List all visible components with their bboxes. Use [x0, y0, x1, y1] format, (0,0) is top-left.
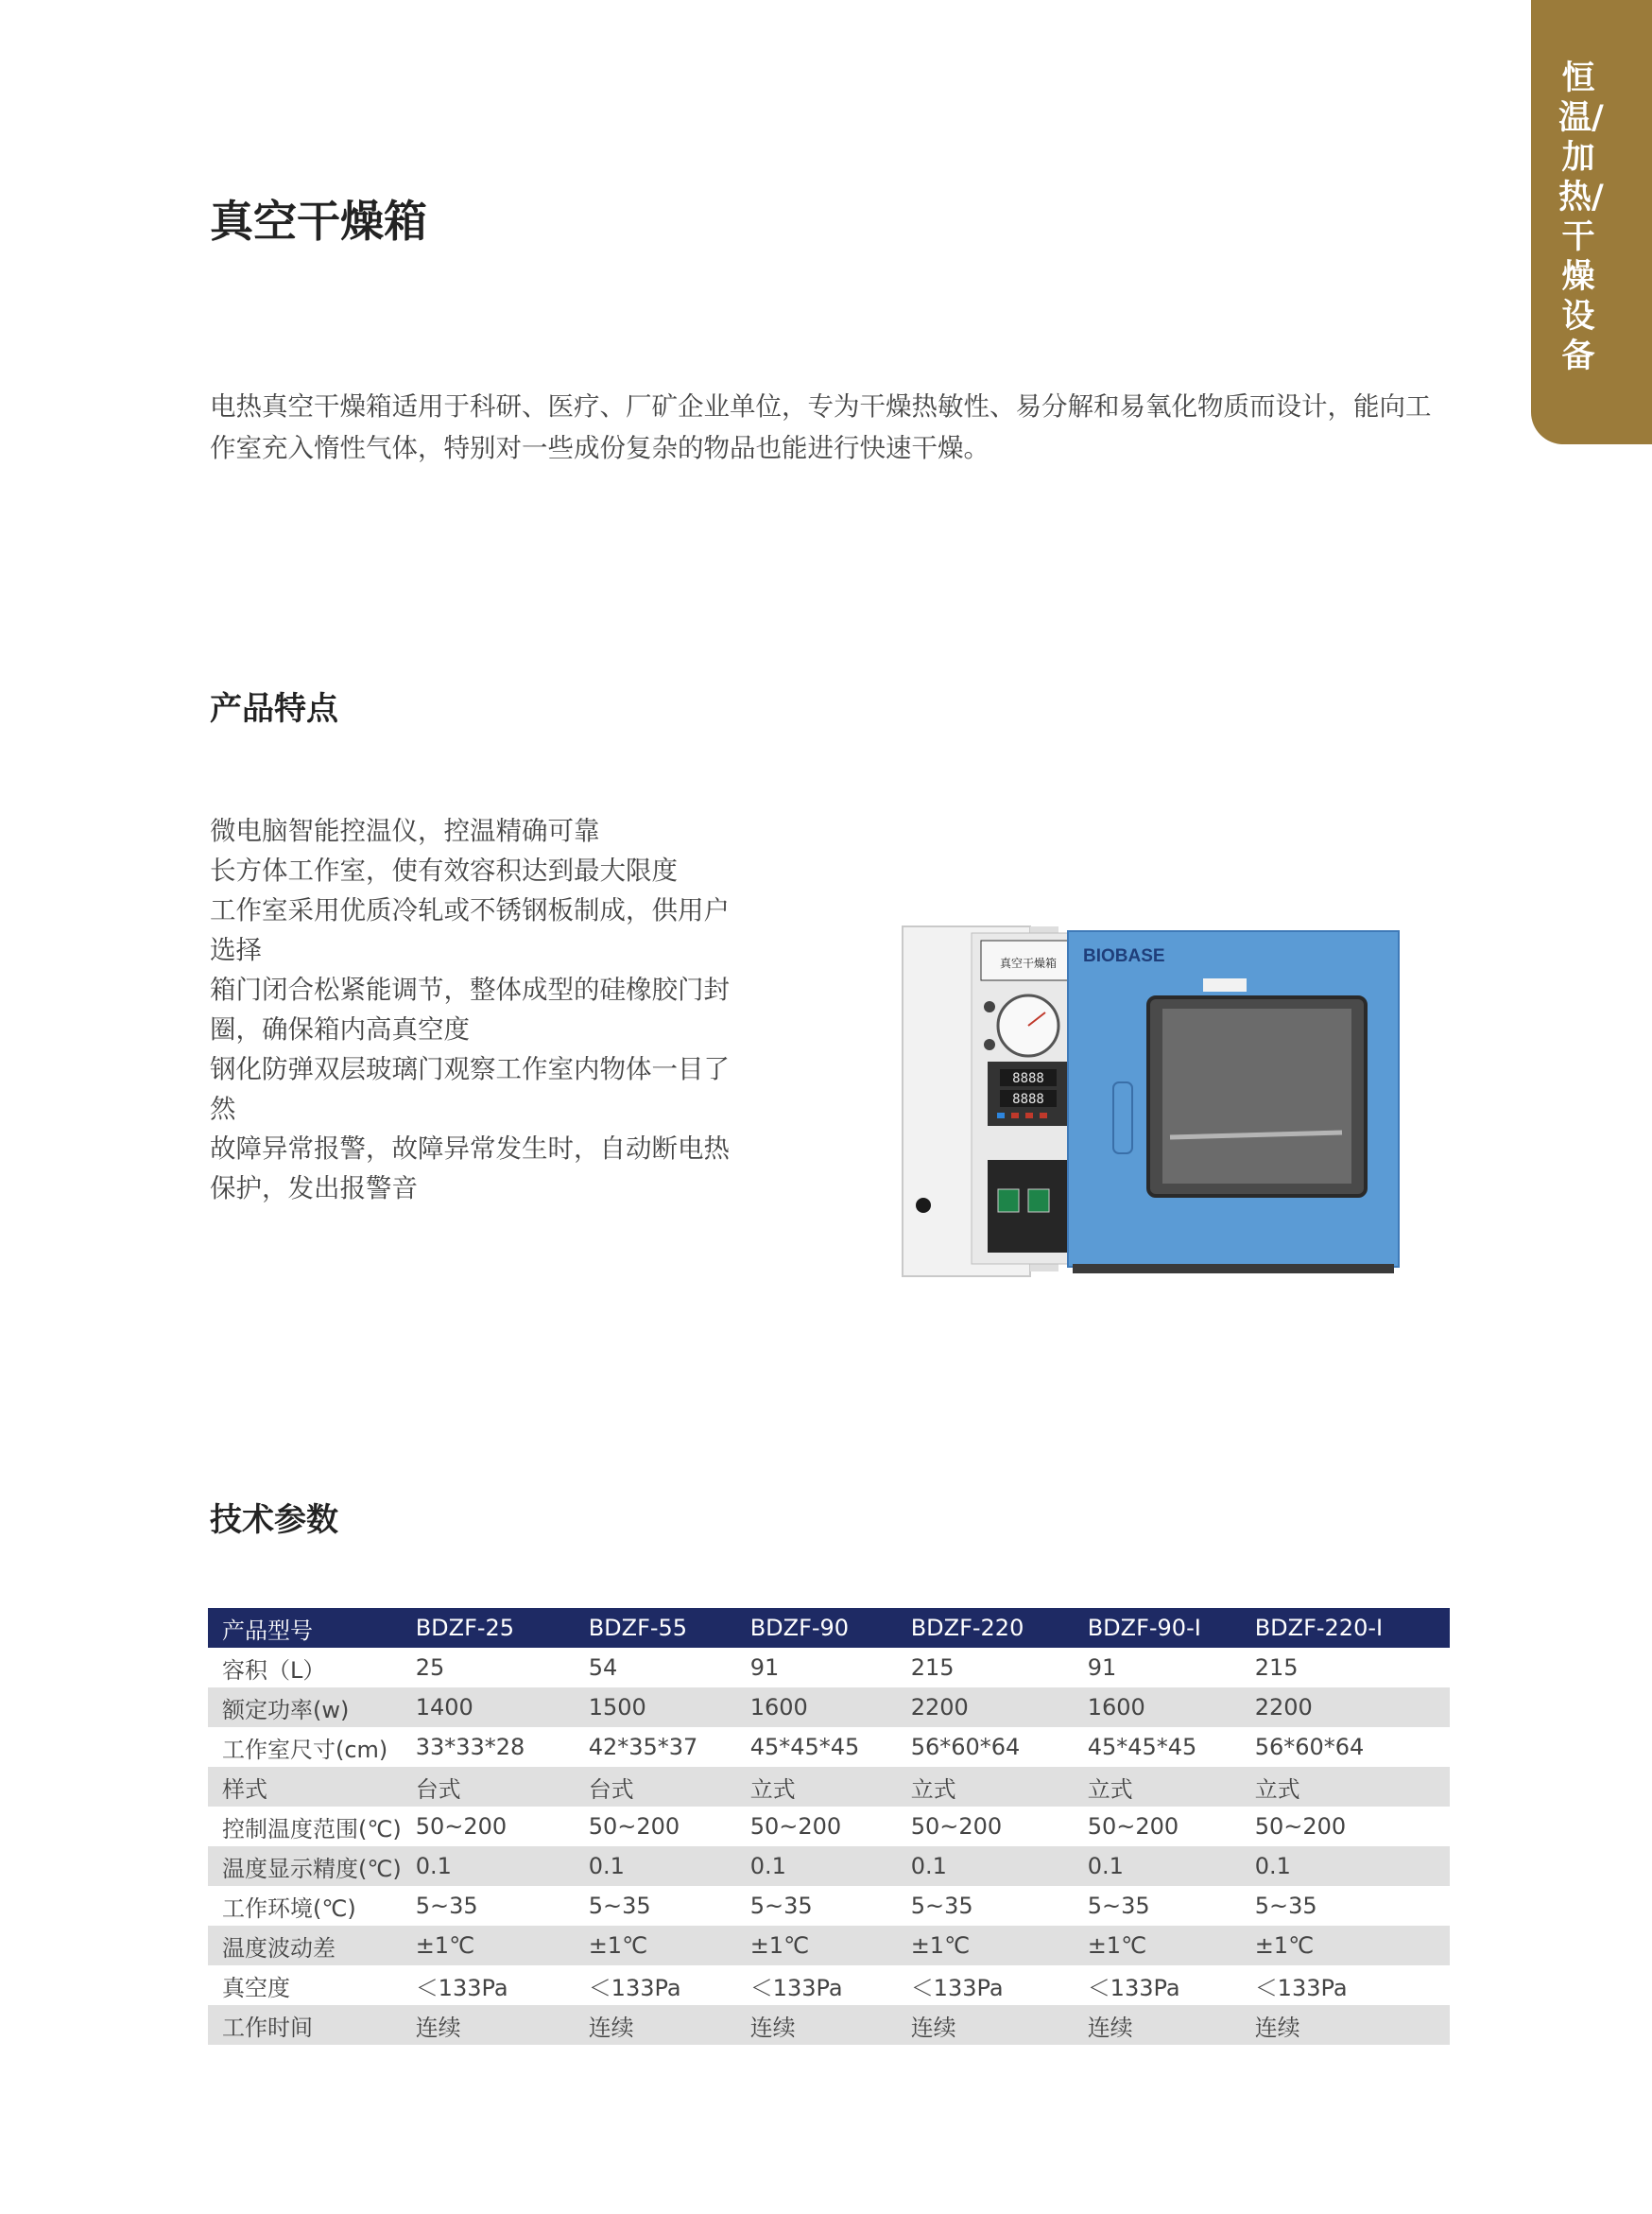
table-cell: 连续	[1241, 2005, 1450, 2045]
specs-header-row	[208, 1608, 1450, 1648]
table-cell: ±1℃	[402, 1926, 575, 1965]
table-cell: 0.1	[575, 1846, 736, 1886]
table-cell: 1600	[1074, 1687, 1241, 1727]
table-cell: 0.1	[736, 1846, 897, 1886]
table-cell: 50~200	[910, 1813, 1003, 1840]
display-bottom-text: 8888	[1012, 1092, 1044, 1107]
table-cell: 5~35	[1087, 1893, 1150, 1919]
row-label: 容积（L）	[222, 1656, 326, 1684]
table-cell: ＜133Pa	[1087, 1974, 1180, 2001]
row-label: 额定功率(w)	[208, 1687, 402, 1727]
controller-button	[997, 1113, 1005, 1118]
power-switch-icon	[998, 1189, 1019, 1212]
controller-button	[1040, 1113, 1047, 1118]
feature-item: 箱门闭合松紧能调节，整体成型的硅橡胶门封圈，确保箱内高真空度	[210, 975, 730, 1045]
table-cell: 215	[1254, 1654, 1299, 1681]
table-row	[208, 1727, 1450, 1767]
feature-item: 工作室采用优质冷轧或不锈钢板制成，供用户选择	[210, 895, 730, 965]
row-label: 工作室尺寸(cm)	[222, 1736, 388, 1763]
row-label: 温度显示精度(℃)	[208, 1846, 402, 1886]
column-header: BDZF-220-I	[1241, 1608, 1450, 1648]
table-cell: ±1℃	[1241, 1926, 1450, 1965]
door-handle-icon	[1113, 1082, 1132, 1153]
feature-item: 钢化防弹双层玻璃门观察工作室内物体一目了然	[210, 1054, 730, 1124]
panel-label: 真空干燥箱	[999, 957, 1058, 970]
page-title: 真空干燥箱	[210, 196, 427, 247]
column-header: BDZF-90-I	[1074, 1608, 1241, 1648]
door-base	[1073, 1264, 1394, 1273]
row-label: 真空度	[222, 1974, 290, 2001]
table-cell: 1500	[575, 1687, 736, 1727]
table-cell: 56*60*64	[1254, 1734, 1365, 1760]
row-label: 工作环境(℃)	[222, 1894, 356, 1922]
table-cell: 立式	[736, 1767, 897, 1807]
display-top-text: 8888	[1012, 1071, 1044, 1086]
specs-table	[208, 1608, 1450, 2045]
table-cell: ＜133Pa	[910, 1974, 1004, 2001]
table-cell: 连续	[1074, 2005, 1241, 2045]
brand-logo: BIOBASE	[1083, 946, 1165, 966]
table-cell: 215	[910, 1654, 955, 1681]
intro-paragraph: 电热真空干燥箱适用于科研、医疗、厂矿企业单位，专为干燥热敏性、易分解和易氧化物质而设计，能向工作室充入惰性气体，特别对一些成份复杂的物品也能进行快速干燥。	[210, 391, 1432, 463]
table-cell: ±1℃	[736, 1926, 897, 1965]
side-category-label: 恒温/加热/干燥设备	[1558, 60, 1604, 375]
table-cell: 立式	[1241, 1767, 1450, 1807]
controller-button	[1025, 1113, 1033, 1118]
table-cell: 42*35*37	[588, 1734, 698, 1760]
table-row	[208, 1846, 1450, 1886]
valve-knob-icon	[984, 1001, 995, 1012]
table-row	[208, 1926, 1450, 1965]
feature-item: 故障异常报警，故障异常发生时，自动断电热保护，发出报警音	[210, 1133, 730, 1203]
table-cell: 0.1	[897, 1846, 1074, 1886]
column-header: BDZF-90	[736, 1608, 897, 1648]
vacuum-oven-product-image	[898, 922, 1413, 1290]
controller-button	[1011, 1113, 1019, 1118]
table-cell: 0.1	[402, 1846, 575, 1886]
table-cell: 立式	[897, 1767, 1074, 1807]
table-cell: 91	[1087, 1654, 1117, 1681]
table-cell: 5~35	[749, 1893, 813, 1919]
table-cell: 56*60*64	[910, 1734, 1021, 1760]
chamber-interior	[1162, 1009, 1351, 1184]
table-cell: 50~200	[749, 1813, 842, 1840]
table-cell: ＜133Pa	[415, 1974, 508, 2001]
table-cell: 91	[749, 1654, 780, 1681]
table-cell: 5~35	[910, 1893, 973, 1919]
valve-knob-icon	[984, 1039, 995, 1050]
table-row	[208, 1965, 1450, 2005]
table-row	[208, 2005, 1450, 2045]
table-row	[208, 1807, 1450, 1846]
row-label: 温度波动差	[208, 1926, 402, 1965]
table-row	[208, 1687, 1450, 1727]
table-cell: 连续	[402, 2005, 575, 2045]
table-cell: 5~35	[1254, 1893, 1317, 1919]
table-cell: 50~200	[1254, 1813, 1347, 1840]
table-cell: 54	[588, 1654, 618, 1681]
table-cell: ±1℃	[897, 1926, 1074, 1965]
table-cell: ＜133Pa	[588, 1974, 681, 2001]
table-row	[208, 1648, 1450, 1687]
table-cell: 45*45*45	[1087, 1734, 1197, 1760]
table-cell: 50~200	[415, 1813, 508, 1840]
features-heading: 产品特点	[210, 690, 338, 728]
table-row	[208, 1886, 1450, 1926]
feature-item: 微电脑智能控温仪，控温精确可靠	[210, 816, 600, 846]
table-cell: ±1℃	[575, 1926, 736, 1965]
table-cell: 33*33*28	[415, 1734, 525, 1760]
table-cell: ＜133Pa	[749, 1974, 843, 2001]
table-cell: 1400	[402, 1687, 575, 1727]
row-label: 控制温度范围(℃)	[222, 1815, 402, 1842]
table-cell: 立式	[1074, 1767, 1241, 1807]
table-cell: 25	[415, 1654, 445, 1681]
table-cell: 台式	[575, 1767, 736, 1807]
heat-switch-icon	[1028, 1189, 1049, 1212]
vent-port-icon	[916, 1198, 931, 1213]
table-cell: 50~200	[588, 1813, 680, 1840]
table-cell: 50~200	[1087, 1813, 1179, 1840]
table-cell: 2200	[897, 1687, 1074, 1727]
table-cell: 45*45*45	[749, 1734, 860, 1760]
row-label: 样式	[208, 1767, 402, 1807]
table-cell: 连续	[736, 2005, 897, 2045]
column-header: BDZF-220	[897, 1608, 1074, 1648]
table-cell: 连续	[575, 2005, 736, 2045]
table-cell: 0.1	[1241, 1846, 1450, 1886]
column-header: BDZF-25	[402, 1608, 575, 1648]
table-cell: ＜133Pa	[1254, 1974, 1348, 2001]
table-cell: 5~35	[588, 1893, 651, 1919]
column-header: 产品型号	[208, 1608, 402, 1648]
table-row	[208, 1767, 1450, 1807]
table-cell: ±1℃	[1074, 1926, 1241, 1965]
table-cell: 0.1	[1074, 1846, 1241, 1886]
warning-sticker	[1203, 978, 1247, 992]
table-cell: 1600	[736, 1687, 897, 1727]
table-cell: 2200	[1241, 1687, 1450, 1727]
feature-item: 长方体工作室，使有效容积达到最大限度	[210, 856, 678, 886]
features-list	[210, 811, 739, 1208]
table-cell: 连续	[897, 2005, 1074, 2045]
row-label: 工作时间	[208, 2005, 402, 2045]
column-header: BDZF-55	[575, 1608, 736, 1648]
table-cell: 5~35	[415, 1893, 478, 1919]
specs-heading: 技术参数	[210, 1501, 338, 1539]
table-cell: 台式	[402, 1767, 575, 1807]
